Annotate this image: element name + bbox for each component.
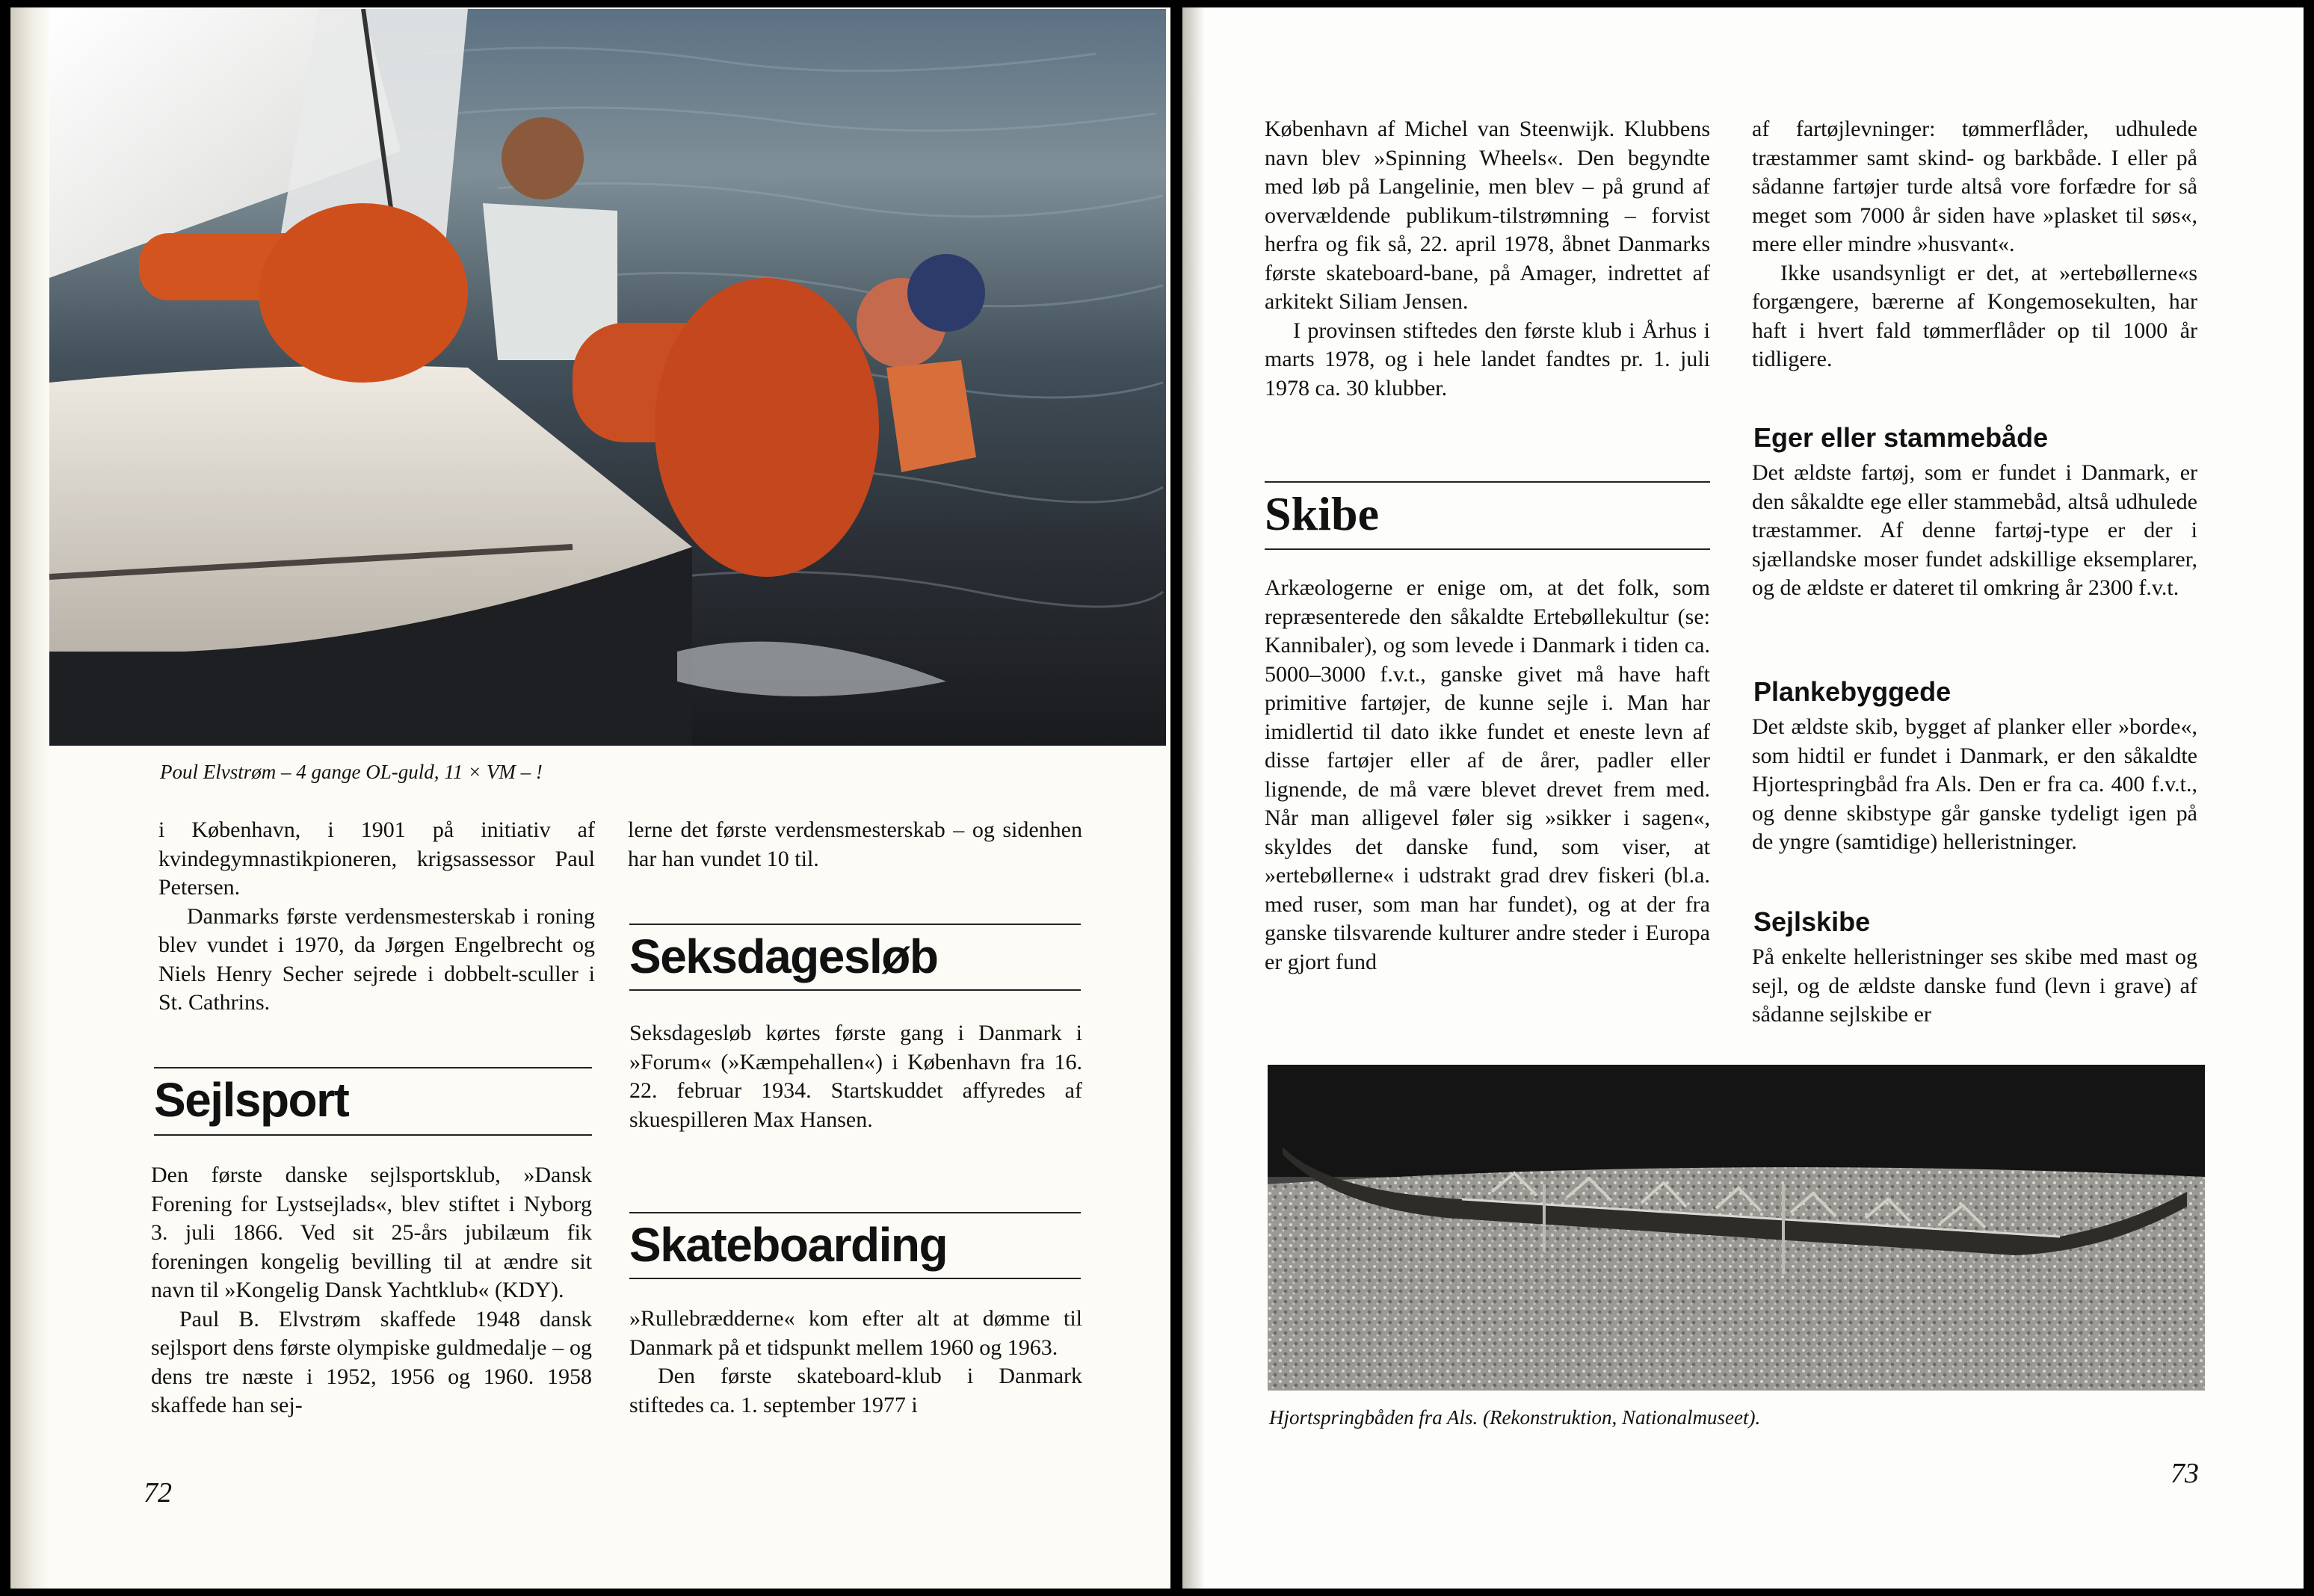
- heading-rule: [1265, 548, 1710, 550]
- sailing-photo-caption: Poul Elvstrøm – 4 gange OL-guld, 11 × VM – !: [160, 761, 543, 783]
- paragraph: På enkelte helleristninger ses skibe med mast og sejl, og de ældste danske fund (levn i grave) af sådanne sejlskibe er: [1752, 944, 2197, 1027]
- paragraph: Seksdagesløb kørtes første gang i Danmark i »Forum« (»Kæmpehallen«) i København fra 16. 22. februar 1934. Startskuddet affyredes af skuespilleren Max Hansen.: [629, 1021, 1082, 1132]
- subheading-plankebyggede: Plankebyggede: [1753, 676, 1952, 707]
- seksdageslob-text: [629, 1019, 1082, 1134]
- paragraph: Arkæologerne er enige om, at det folk, som repræsenterede den såkaldte Ertebøllekultur (se: Kannibaler), og som levede i Danmark i tiden ca. 5000–3000 f.v.t., ganske givet må have haft primitive fartøjer, de kunne sejle i. Man har imidlertid til dato ikke fundet et eneste levn af disse fartøjer eller af de årer, padler eller lignende, de må være blevet drevet frem med. Når man alligevel føler sig »sikker i sagen«, skyldes det danske fund, som viser, at »ertebøllerne« i udstrakt grad drev fiskeri (bl.a. med ruser, som man har fundet), og at der fra ganske tilsvarende kulturer andre steder i Europa er gjort fund: [1265, 575, 1710, 974]
- section-heading-sejlsport: Sejlsport: [154, 1073, 349, 1127]
- paragraph: »Rullebrædderne« kom efter alt at dømme til Danmark på et tidspunkt mellem 1960 og 1963.: [629, 1306, 1082, 1360]
- paragraph: Det ældste fartøj, som er fundet i Danmark, er den såkaldte ege eller stammebåd, altså udhulede træstammer. Af denne fartøj-type er der i sjællandske moser fundet adskillige eksemplarer, og de ældste er dateret til omkring år 2300 f.v.t.: [1752, 460, 2197, 600]
- heading-rule: [629, 924, 1081, 925]
- heading-rule: [629, 1212, 1081, 1213]
- skibe-text: [1265, 574, 1710, 977]
- left-col1-intro: [158, 816, 595, 1018]
- paragraph: af fartøjlevninger: tømmerflåder, udhulede træstammer samt skind- og barkbåde. I eller på sådanne fartøjer turde altså vore forfædre for så meget som 7000 år siden have »plasket til søs«, mere eller mindre »husvant«.: [1752, 117, 2197, 256]
- page-number-left: 72: [144, 1477, 172, 1509]
- paragraph: Paul B. Elvstrøm skaffede 1948 dansk sejlsport dens første olympiske guldmedalje – og dens tre næste i 1952, 1956 og 1960. 1958 skaffede han sej-: [151, 1306, 592, 1417]
- subheading-eger: Eger eller stammebåde: [1753, 422, 2049, 453]
- hjortspring-boat-photo: [1268, 1065, 2205, 1391]
- sejlsport-text: [151, 1161, 592, 1420]
- heading-rule: [629, 1278, 1081, 1279]
- sailing-photo: [49, 9, 1166, 746]
- subheading-sejlskibe: Sejlskibe: [1753, 906, 1871, 937]
- page-number-right: 73: [2170, 1458, 2199, 1489]
- paragraph: Danmarks første verdensmesterskab i roning blev vundet i 1970, da Jørgen Engelbrecht og Niels Henry Secher sejrede i dobbelt-sculler i St. Cathrins.: [158, 903, 595, 1015]
- paragraph: i København, i 1901 på initiativ af kvindegymnastikpioneren, krigsassessor Paul Petersen.: [158, 817, 595, 900]
- right-col2-intro: [1752, 115, 2197, 374]
- paragraph: København af Michel van Steenwijk. Klubbens navn blev »Spinning Wheels«. Den begyndte med løb på Langelinie, men blev – på grund af overvældende publikum-tilstrømning – forvist herfra og fik så, 22. april 1978, åbnet Danmarks første skateboard-bane, på Amager, indrettet af arkitekt Siliam Jensen.: [1265, 117, 1710, 314]
- paragraph: Den første skateboard-klub i Danmark stiftedes ca. 1. september 1977 i: [629, 1364, 1082, 1417]
- left-page-gutter: [10, 7, 49, 1589]
- skateboarding-text: [629, 1305, 1082, 1420]
- section-heading-skibe: Skibe: [1265, 487, 1379, 540]
- heading-rule: [629, 989, 1081, 991]
- heading-rule: [1265, 481, 1710, 483]
- paragraph: Det ældste skib, bygget af planker eller »borde«, som hidtil er fundet i Danmark, er den såkaldte Hjortespringbåd fra Als. Den er fra ca. 400 f.v.t., og denne skibstype går ganske tydeligt igen på de yngre (samtidige) helleristninger.: [1752, 714, 2197, 854]
- left-col2-intro: [628, 816, 1082, 873]
- section-heading-seksdageslob: Seksdagesløb: [629, 930, 938, 983]
- eger-text: [1752, 459, 2197, 603]
- heading-rule: [154, 1134, 592, 1136]
- paragraph: I provinsen stiftedes den første klub i Århus i marts 1978, og i hele landet fandtes pr. 1. juli 1978 ca. 30 klubber.: [1265, 318, 1710, 400]
- boat-photo-caption: Hjortspringbåden fra Als. (Rekonstruktion, Nationalmuseet).: [1269, 1406, 1761, 1429]
- paragraph: lerne det første verdensmesterskab – og sidenhen har han vundet 10 til.: [628, 817, 1082, 871]
- sejlskibe-text: [1752, 943, 2197, 1030]
- paragraph: Ikke usandsynligt er det, at »ertebøllerne«s forgængere, bærerne af Kongemosekulten, har haft i hvert fald tømmerflåder op til 1000 år tidligere.: [1752, 260, 2197, 371]
- right-col1-intro: [1265, 115, 1710, 403]
- plankebyggede-text: [1752, 713, 2197, 857]
- right-page-gutter: [1182, 7, 1205, 1589]
- section-heading-skateboarding: Skateboarding: [629, 1218, 948, 1272]
- heading-rule: [154, 1067, 592, 1068]
- paragraph: Den første danske sejlsportsklub, »Dansk Forening for Lystsejlads«, blev stiftet i Nyborg 3. juli 1866. Ved sit 25-års jubilæum fik foreningen kongelig bevilling til at ændre sit navn til »Kongelig Dansk Yachtklub« (KDY).: [151, 1163, 592, 1302]
